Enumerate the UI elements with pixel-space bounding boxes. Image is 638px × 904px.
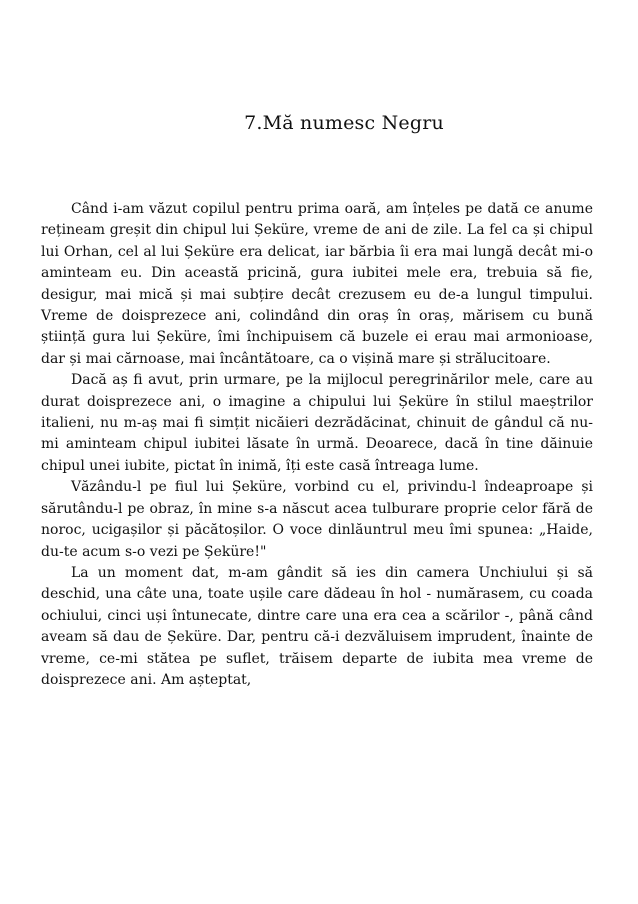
paragraph: Dacă aș fi avut, prin urmare, pe la mijlocul peregrinărilor mele, care au durat doisprezece ani, o imagine a chipului lui Șeküre în stilul maeștrilor italieni, nu m-aș mai fi simțit nicăieri dezrădăcinat, chinuit de gândul că nu-mi aminteam chipul iubitei lăsate în urmă. Deoarece, dacă în tine dăinuie chipul unei iubite, pictat în inimă, îți este casă întreaga lume. (41, 372, 593, 474)
body-text (41, 199, 593, 691)
chapter-title: 7.Mă numesc Negru (244, 112, 444, 134)
paragraph: Când i-am văzut copilul pentru prima oară, am înțeles pe dată ce anume rețineam greșit din chipul lui Șeküre, vreme de ani de zile. La fel ca și chipul lui Orhan, cel al lui Șeküre era delicat, iar bărbia îi era mai lungă decât mi-o aminteam eu. Din această pricină, gura iubitei mele era, trebuia să fie, desigur, mai mică și mai subțire decât crezusem eu de-a lungul timpului. Vreme de doisprezece ani, colindând din oraș în oraș, mărisem cu bună știință gura lui Șeküre, îmi închipuisem că buzele ei erau mai armonioase, dar și mai cărnoase, mai încântătoare, ca o vișină mare și strălucitoare. (41, 201, 593, 367)
paragraph: La un moment dat, m-am gândit să ies din camera Unchiului și să deschid, una câte una, toate ușile care dădeau în hol - numărasem, cu coada ochiului, cinci uși întunecate, dintre care una era cea a scărilor -, până când aveam să dau de Șeküre. Dar, pentru că-i dezvăluisem imprudent, înainte de vreme, ce-mi stătea pe suflet, trăisem departe de iubita mea vreme de doisprezece ani. Am așteptat, (41, 564, 593, 688)
paragraph: Văzându-l pe fiul lui Șeküre, vorbind cu el, privindu-l îndeaproape și sărutându-l pe obraz, în mine s-a născut acea tulburare proprie celor fără de noroc, ucigașilor și păcătoșilor. O voce dinlăuntrul meu îmi spunea: „Haide, du-te acum s-o vezi pe Șeküre!" (41, 479, 593, 560)
